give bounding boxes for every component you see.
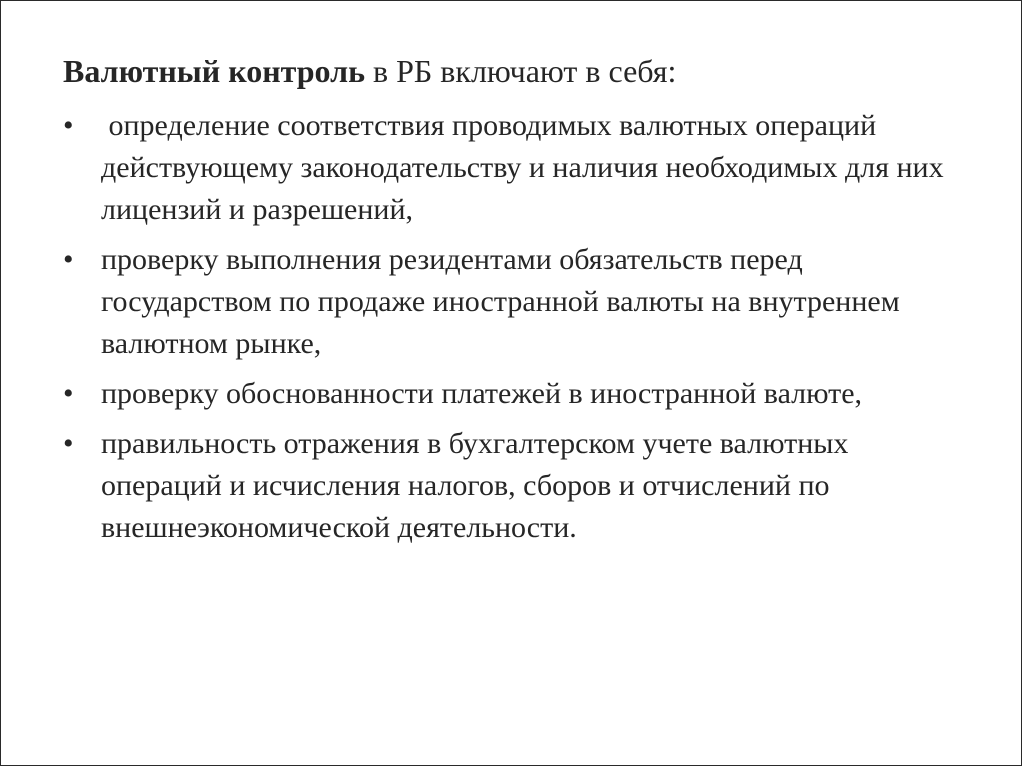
bullet-dot: • [63,109,74,142]
slide-title [63,49,963,93]
bullet-text: определение соответствия проводимых валютных операций действующему законодательству и наличия необходимых для них лицензий и разрешений, [101,109,952,226]
bullet-text: правильность отражения в бухгалтерском учете валютных операций и исчисления налогов, сборов и отчислений по внешнеэкономической деятельности. [101,427,849,544]
bullet-item [63,239,963,365]
slide-title-rest: в РБ включают в себя: [365,53,677,89]
bullet-dot: • [63,377,74,410]
bullet-text: проверку выполнения резидентами обязательств перед государством по продаже иностранной валюты на внутреннем валютном рынке, [101,243,900,360]
bullet-item [63,423,963,549]
bullet-list [63,105,963,549]
slide-content [63,49,963,557]
bullet-item [63,105,963,231]
bullet-dot: • [63,243,74,276]
slide-title-bold: Валютный контроль [63,53,365,89]
bullet-dot: • [63,427,74,460]
bullet-item [63,373,963,415]
bullet-text: проверку обоснованности платежей в иностранной валюте, [101,377,863,410]
